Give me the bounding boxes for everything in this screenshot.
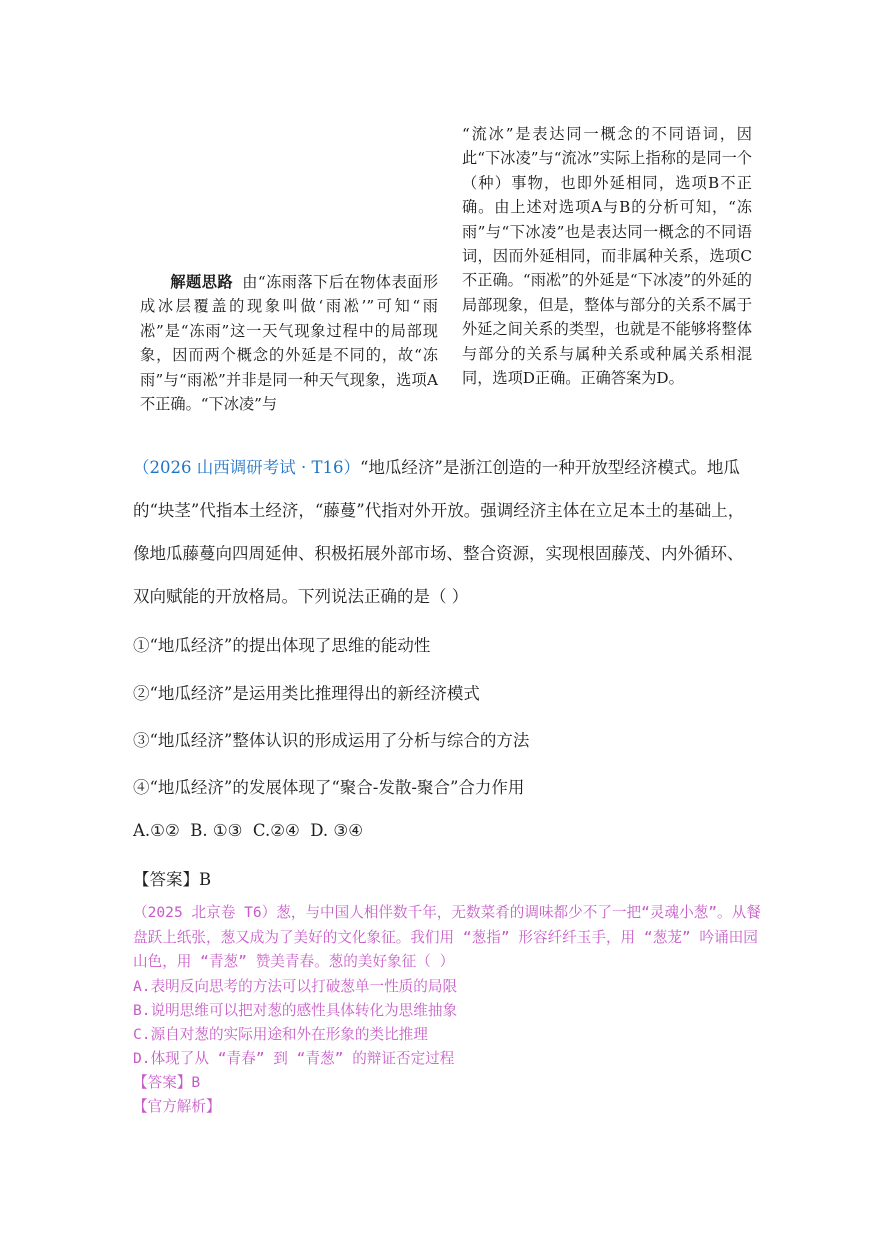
textbook-scan	[140, 120, 760, 430]
question-2-analysis: 【官方解析】	[133, 1098, 221, 1115]
question-1-item: ①“地瓜经济”的提出体现了思维的能动性	[133, 636, 431, 655]
question-2-option: D.体现了从 “青春” 到 “青葱” 的辩证否定过程	[133, 1050, 455, 1067]
question-1-stem	[133, 446, 757, 618]
scan-left-column	[140, 270, 438, 416]
scan-label: 解题思路	[170, 273, 234, 291]
question-2-option: A.表明反向思考的方法可以打破葱单一性质的局限	[133, 978, 458, 995]
question-2-option: B.说明思维可以把对葱的感性具体转化为思维抽象	[133, 1002, 458, 1019]
question-1-answer: 【答案】B	[133, 870, 212, 889]
question-2-option: C.源自对葱的实际用途和外在形象的类比推理	[133, 1026, 428, 1043]
question-1-item: ②“地瓜经济”是运用类比推理得出的新经济模式	[133, 684, 480, 703]
scan-left-text: 由“冻雨落下后在物体表面形成冰层覆盖的现象叫做‘雨凇’”可知“雨凇”是“冻雨”这一天气现象过程中的局部现象，因而两个概念的外延是不同的，故“冻雨”与“雨凇”并非是同一种天气现象，选项A不正确。“下冰凌”与	[140, 273, 439, 414]
question-2-answer: 【答案】B	[133, 1074, 201, 1091]
question-1-choices: A.①② B. ①③ C.②④ D. ③④	[133, 821, 363, 840]
question-1-item: ③“地瓜经济”整体认识的形成运用了分析与综合的方法	[133, 731, 530, 750]
scan-right-column: “流冰”是表达同一概念的不同语词，因此“下冰凌”与“流冰”实际上指称的是同一个（种）事物，也即外延相同，选项B不正确。由上述对选项A与B的分析可知，“冻雨”与“下冰凌”也是表达同一概念的不同语词，因而外延相同，而非属种关系，选项C不正确。“雨凇”的外延是“下冰凌”的外延的局部现象，但是，整体与部分的关系不属于外延之间关系的类型，也就是不能够将整体与部分的关系与属种关系或种属关系相混同，选项D正确。正确答案为D。	[462, 125, 752, 388]
question-2-stem: （2025 北京卷 T6）葱，与中国人相伴数千年，无数菜肴的调味都少不了一把“灵魂小葱”。从餐盘跃上纸张，葱又成为了美好的文化象征。我们用 “葱指” 形容纤纤玉手，用 “葱茏” 吟诵田园山色，用 “青葱” 赞美青春。葱的美好象征（ ）	[133, 904, 761, 970]
question-1-item: ④“地瓜经济”的发展体现了“聚合-发散-聚合”合力作用	[133, 778, 525, 797]
question-1-text: “地瓜经济”是浙江创造的一种开放型经济模式。地瓜的“块茎”代指本土经济，“藤蔓”代指对外开放。强调经济主体在立足本土的基础上，像地瓜藤蔓向四周延伸、积极拓展外部市场、整合资源，实现根固藤茂、内外循环、双向赋能的开放格局。下列说法正确的是（ ）	[133, 458, 745, 606]
question-1-source: （2026 山西调研考试 · T16）	[133, 458, 360, 477]
